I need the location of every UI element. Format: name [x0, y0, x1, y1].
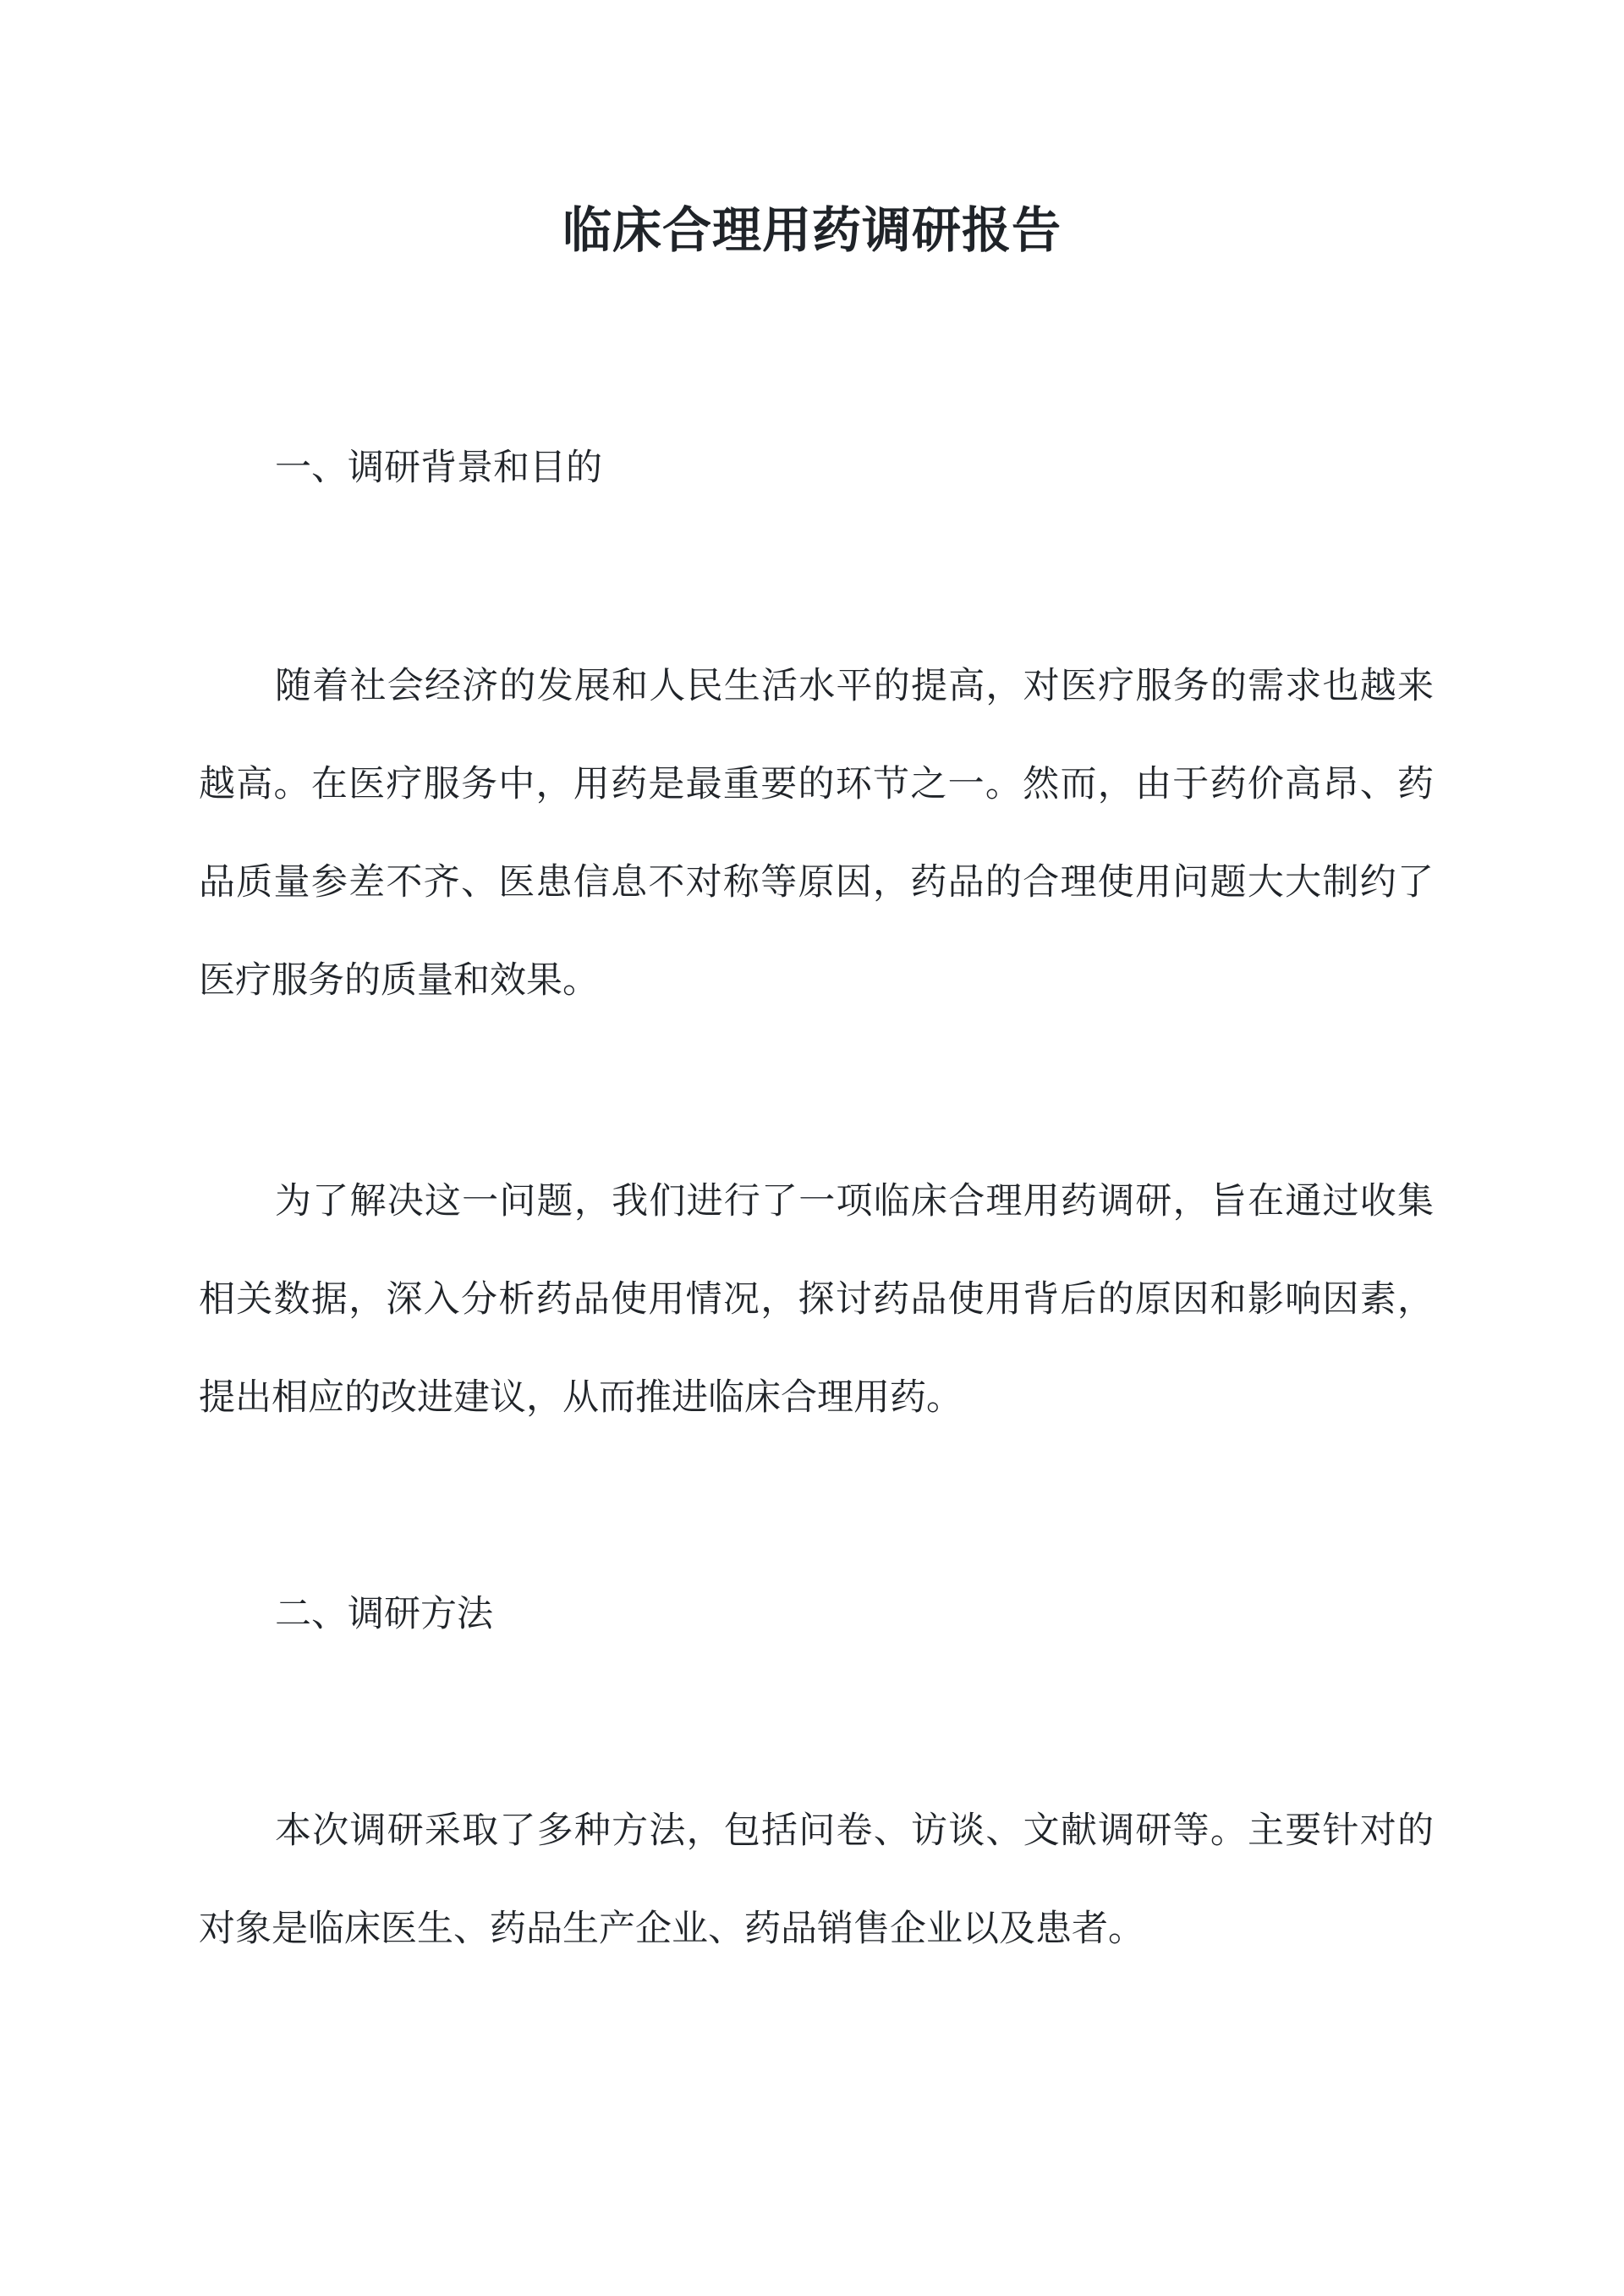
- section-heading-background: 一、调研背景和目的: [275, 447, 602, 489]
- document-title: 临床合理用药调研报告: [562, 201, 1062, 259]
- section-heading-methods: 二、调研方法: [275, 1593, 493, 1635]
- paragraph-purpose: 为了解决这一问题，我们进行了一项临床合理用药调研，旨在通过收集相关数据，深入分析药品使用情况，探讨药品使用背后的原因和影响因素，提出相应的改进建议，从而推进临床合理用药。: [199, 1180, 1434, 1419]
- paragraph-methods: 本次调研采取了多种方法，包括问卷、访谈、文献调研等。主要针对的对象是临床医生、药品生产企业、药品销售企业以及患者。: [199, 1810, 1434, 1950]
- paragraph-background: 随着社会经济的发展和人民生活水平的提高，对医疗服务的需求也越来越高。在医疗服务中，用药是最重要的环节之一。然而，由于药价高昂、药品质量参差不齐、医患信息不对称等原因，药品的合理使用问题大大制约了医疗服务的质量和效果。: [199, 665, 1434, 1002]
